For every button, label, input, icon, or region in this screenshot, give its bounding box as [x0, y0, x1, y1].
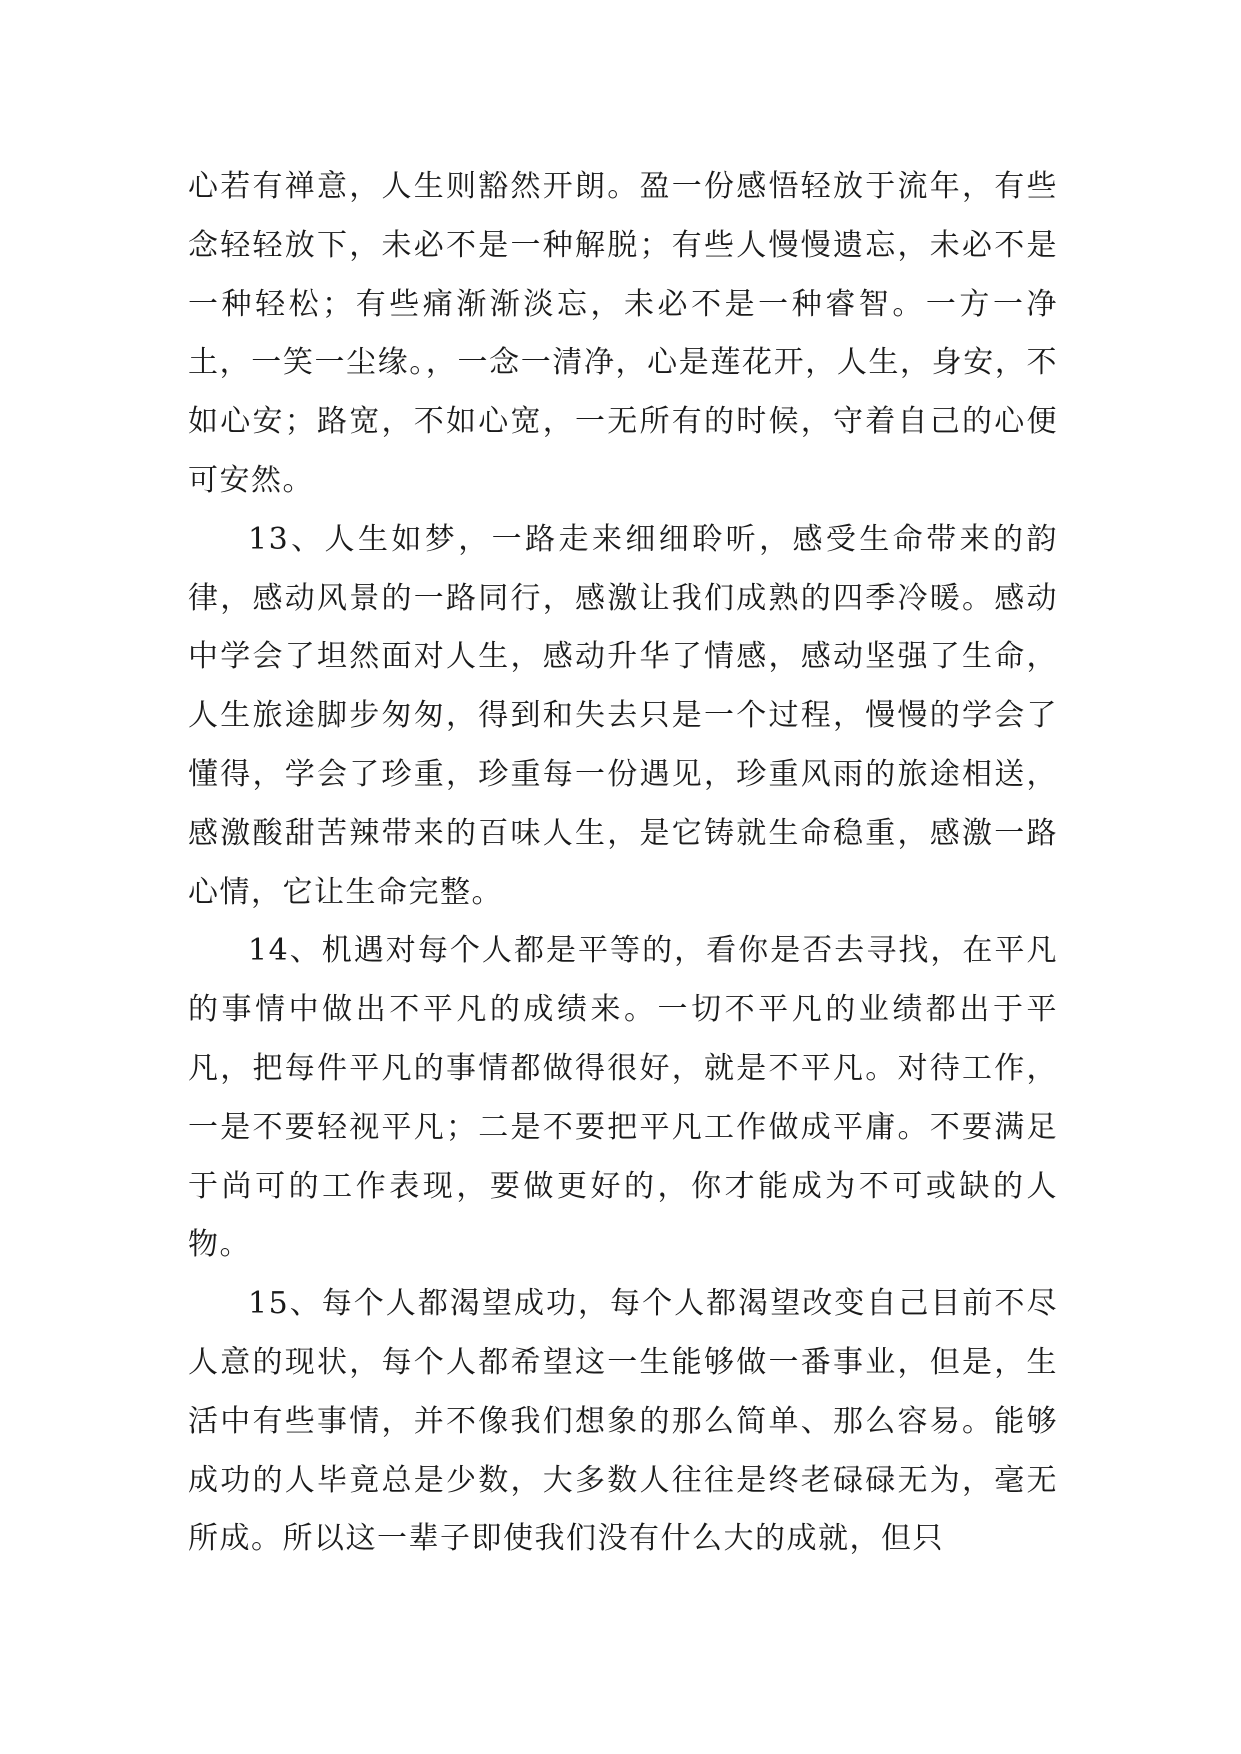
paragraph-continuation: 心若有禅意，人生则豁然开朗。盈一份感悟轻放于流年，有些念轻轻放下，未必不是一种解脱；有些人慢慢遗忘，未必不是一种轻松；有些痛渐渐淡忘，未必不是一种睿智。一方一净土，一笑一尘缘。，一念一清净，心是莲花开，人生，身安，不如心安；路宽，不如心宽，一无所有的时候，守着自己的心便可安然。 — [188, 169, 1058, 498]
paragraph-14: 14、机遇对每个人都是平等的，看你是否去寻找，在平凡的事情中做出不平凡的成绩来。一切不平凡的业绩都出于平凡，把每件平凡的事情都做得很好，就是不平凡。对待工作，一是不要轻视平凡；二是不要把平凡工作做成平庸。不要满足于尚可的工作表现，要做更好的，你才能成为不可或缺的人物。 — [188, 933, 1058, 1263]
paragraph-15: 15、每个人都渴望成功，每个人都渴望改变自己目前不尽人意的现状，每个人都希望这一生能够做一番事业，但是，生活中有些事情，并不像我们想象的那么简单、那么容易。能够成功的人毕竟总是少数，大多数人往往是终老碌碌无为，毫无所成。所以这一辈子即使我们没有什么大的成就，但只 — [188, 1286, 1058, 1557]
paragraph-13: 13、人生如梦，一路走来细细聆听，感受生命带来的韵律，感动风景的一路同行，感激让我们成熟的四季冷暖。感动中学会了坦然面对人生，感动升华了情感，感动坚强了生命，人生旅途脚步匆匆，得到和失去只是一个过程，慢慢的学会了懂得，学会了珍重，珍重每一份遇见，珍重风雨的旅途相送，感激酸甜苦辣带来的百味人生，是它铸就生命稳重，感激一路心情，它让生命完整。 — [188, 521, 1058, 910]
document-body — [188, 158, 1058, 1569]
